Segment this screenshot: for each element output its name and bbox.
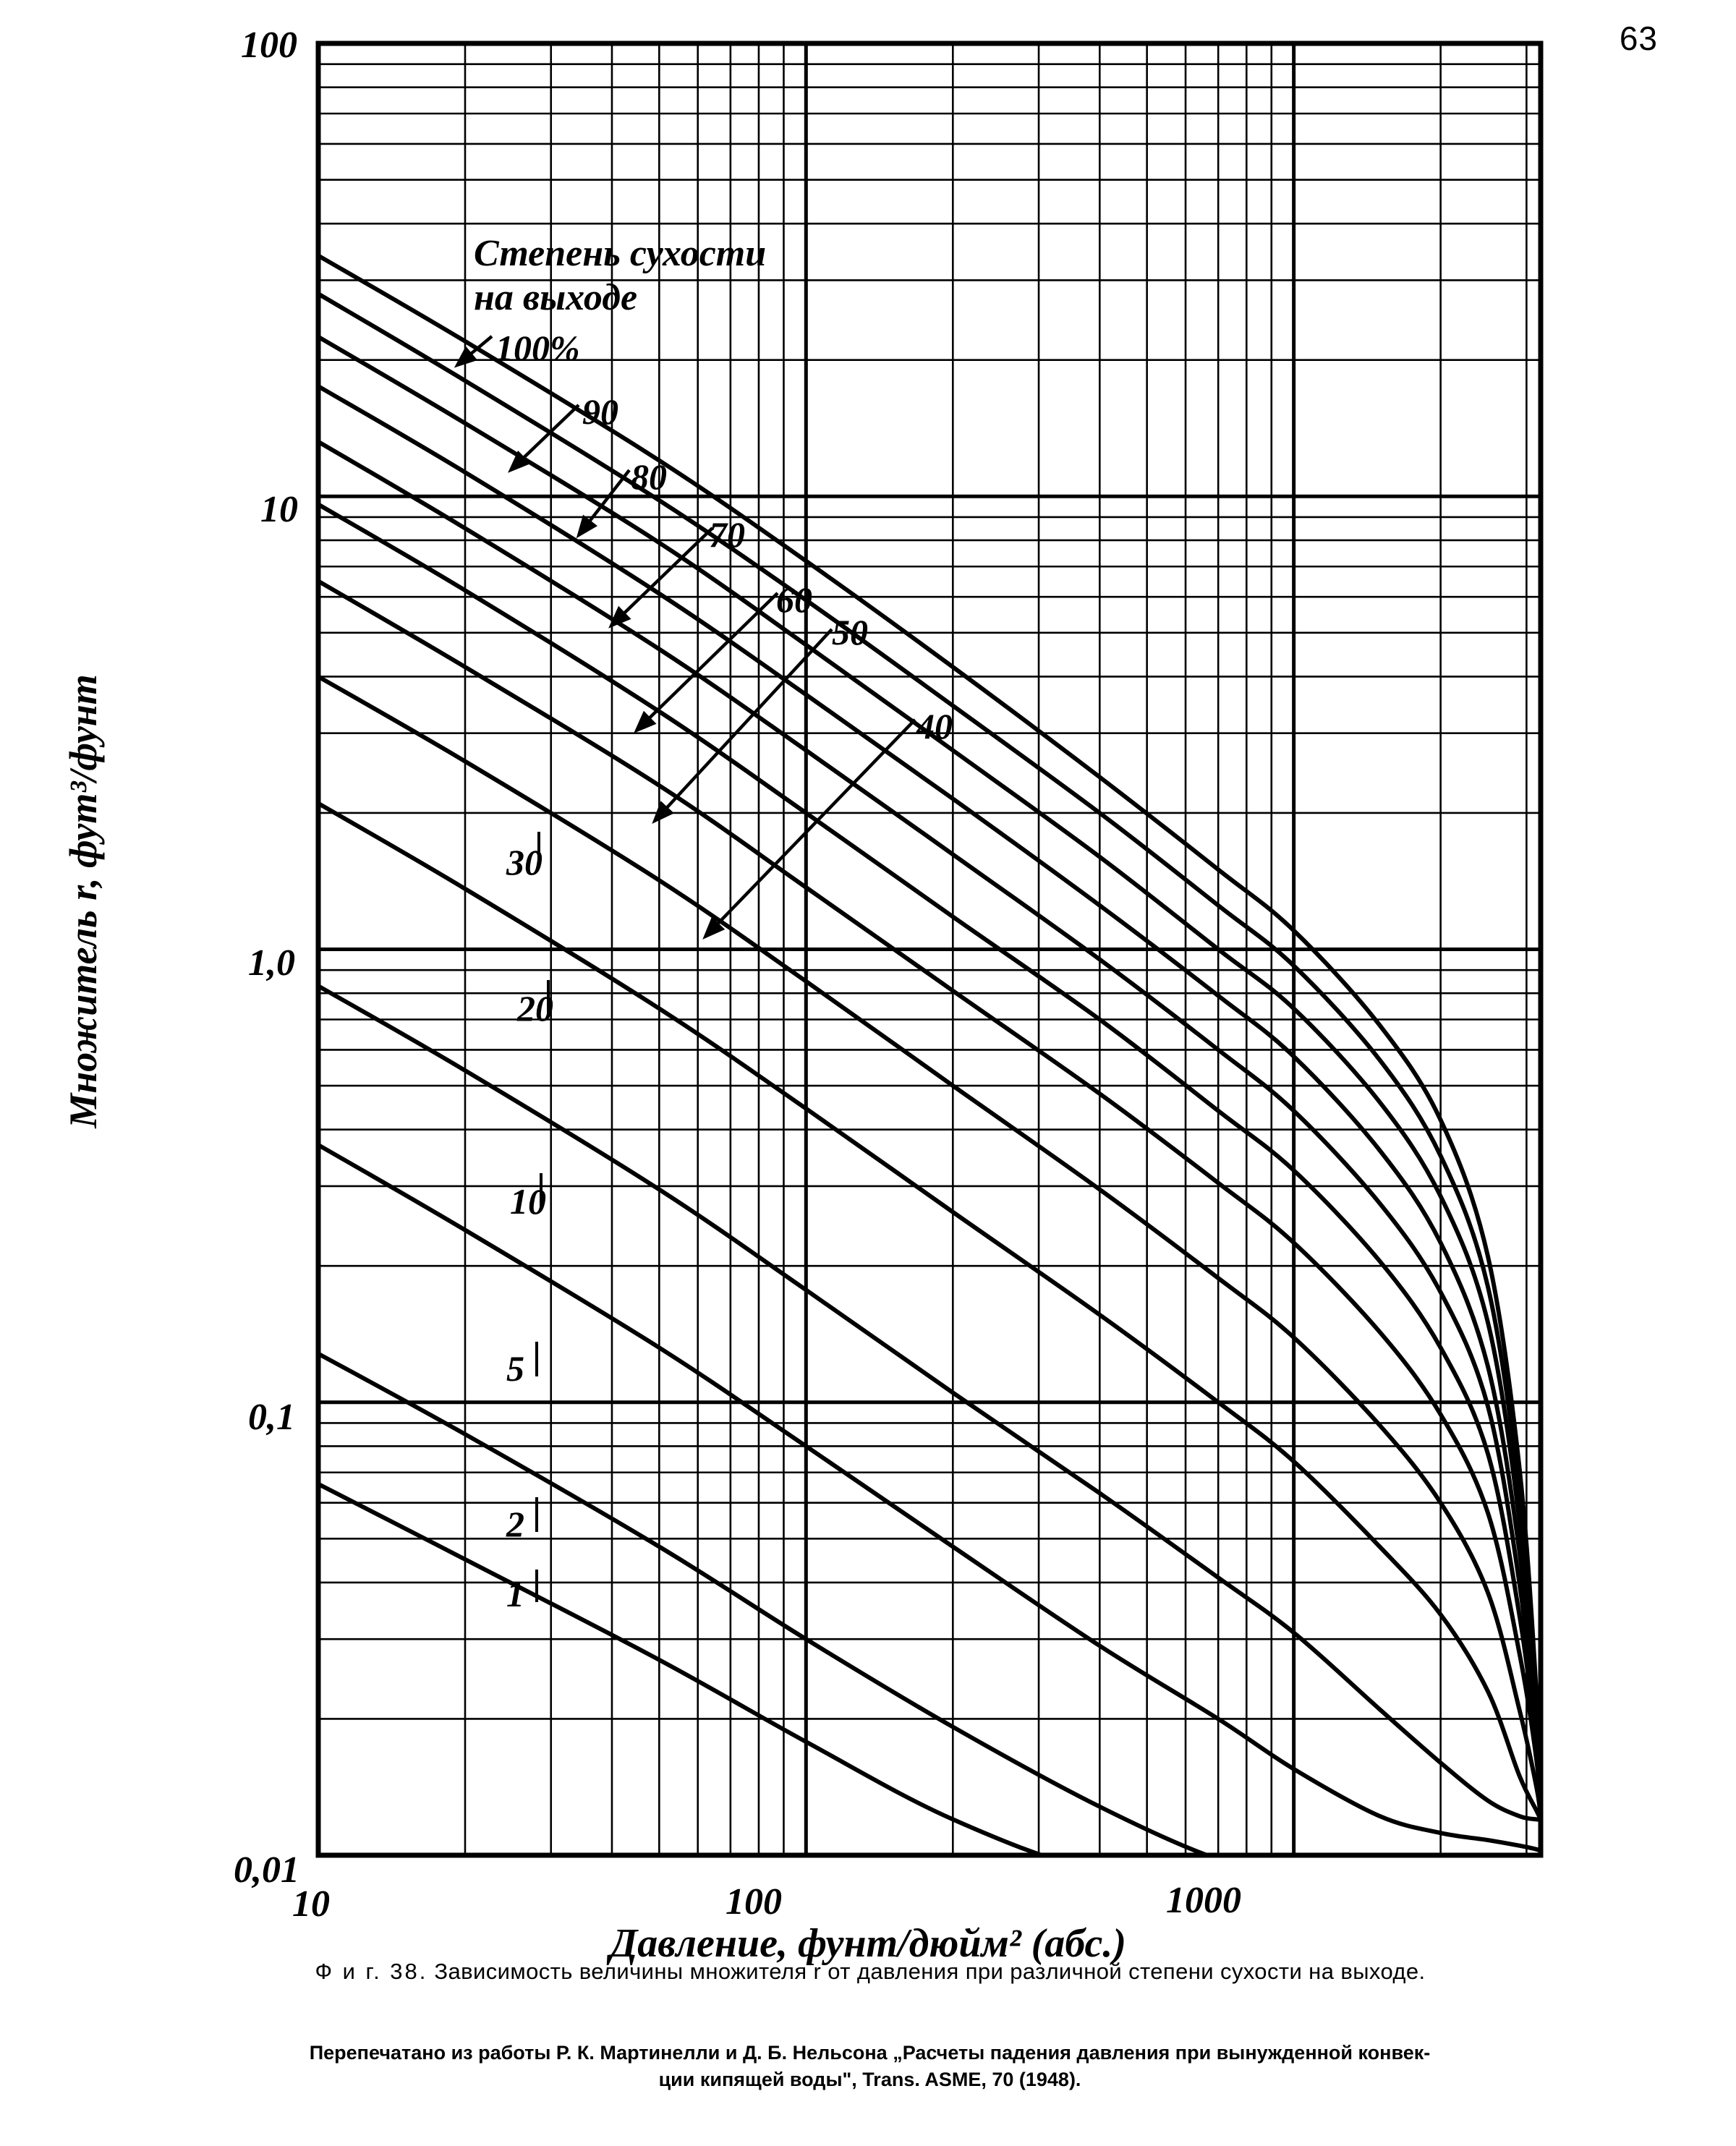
curve-label-5: 5 [506, 1348, 524, 1389]
page-number: 63 [1619, 20, 1658, 57]
curve-label-80: 80 [631, 456, 667, 497]
series-group-title-line1: Степень сухости [474, 233, 767, 274]
figure-credit [181, 2040, 1559, 2094]
series-group-title [474, 231, 766, 320]
y-axis-title: Множитель r, фут³/фунт [61, 674, 105, 1128]
x-axis-title: Давление, фунт/дюйм² (абс.) [610, 1921, 1126, 1966]
curve-label-1: 1 [506, 1574, 524, 1614]
y-tick-1: 1,0 [248, 942, 295, 984]
y-tick-100: 100 [241, 25, 297, 66]
x-tick-100: 100 [726, 1881, 782, 1923]
curve-label-100: 100% [495, 328, 580, 368]
curve-label-60: 60 [776, 579, 812, 620]
x-tick-10: 10 [292, 1883, 330, 1925]
curve-label-40: 40 [916, 706, 953, 746]
figure-caption [179, 1956, 1561, 1987]
figure-credit-line1: Перепечатано из работы Р. К. Мартинелли и Д. Б. Нельсона „Расчеты падения давления при вынужденной конвек- [309, 2042, 1431, 2064]
curve-label-2: 2 [506, 1504, 524, 1544]
figure-caption-text: Зависимость величины множителя r от давления при различной степени сухости на выходе. [434, 1959, 1426, 1984]
curve-label-30: 30 [506, 842, 542, 882]
series-group-title-line2: на выходе [474, 277, 638, 319]
curve-label-70: 70 [709, 514, 745, 555]
y-tick-0-01: 0,01 [234, 1849, 299, 1891]
curve-label-50: 50 [832, 612, 868, 652]
curve-label-10: 10 [510, 1181, 546, 1222]
y-tick-0-1: 0,1 [248, 1397, 295, 1438]
y-tick-10: 10 [260, 489, 298, 530]
curve-label-20: 20 [517, 988, 553, 1029]
figure-credit-line2: ции кипящей воды", Trans. ASME, 70 (1948). [658, 2069, 1081, 2091]
curve-label-90: 90 [582, 391, 618, 432]
x-tick-1000: 1000 [1166, 1880, 1241, 1921]
figure-number: Ф и г. 38. [315, 1959, 428, 1984]
